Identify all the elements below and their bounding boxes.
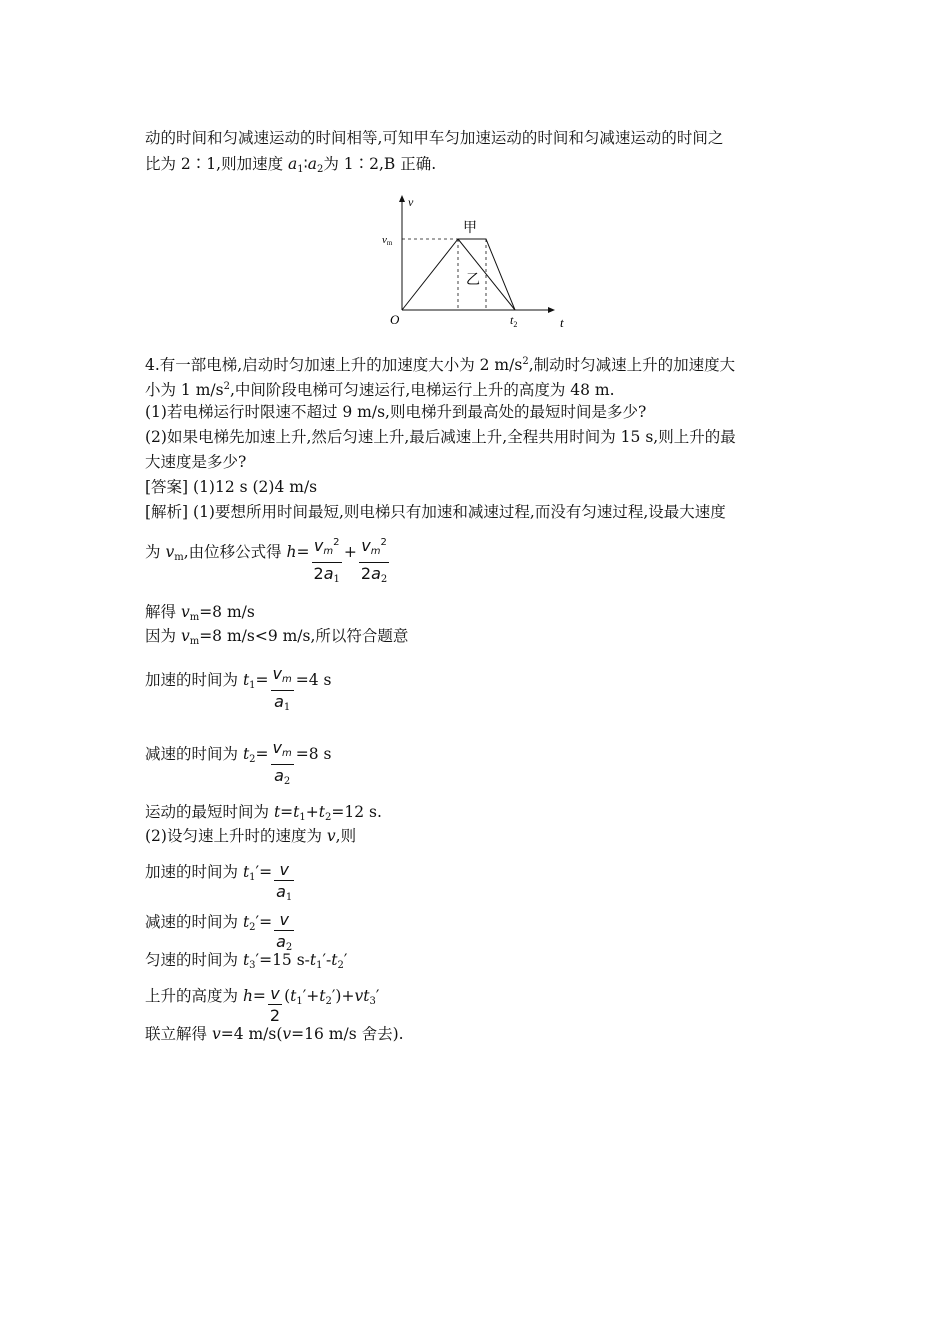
vm-label: vm: [382, 234, 393, 247]
t2-label: $t_2$: [510, 313, 518, 329]
origin-label: O: [390, 312, 400, 327]
part2-line: (2)设匀速上升时的速度为 v,则: [145, 827, 357, 845]
jia-line: [402, 239, 515, 310]
t-axis-label: t: [560, 315, 564, 330]
answer: [答案] (1)12 s (2)4 m/s: [145, 478, 318, 496]
shortest-time-line: 运动的最短时间为 $t=t_1+t_2=12$ s.: [145, 803, 382, 823]
uniform-time-line: 匀速的时间为 $t_3'=15$ $s-t_1'-t_2'$: [145, 951, 348, 971]
acc-time-prime-line: 加速的时间为 $t_1'=$ $\frac{v}{a_1}$: [145, 860, 293, 903]
intro-line-2: 比为 2∶1,则加速度 $a_1∶a_2$为 1∶2,B 正确.: [145, 155, 437, 175]
question-2a: (2)如果电梯先加速上升,然后匀速上升,最后减速上升,全程共用时间为 15 s,则上升的最: [145, 428, 736, 446]
vt-graph: [380, 192, 580, 332]
intro-line-1: 动的时间和匀减速运动的时间相等,可知甲车匀加速运动的时间和匀减速运动的时间之: [145, 129, 724, 147]
displacement-formula: 为 $v_m$,由位移公式得 h= $\frac{v_m^2}{2a_1}$ + $\frac{v_m^2}{2a_2}$: [145, 533, 391, 591]
height-line: 上升的高度为 h= $\frac{v}{2}$ $(t_1'+t_2')+vt_3'$: [145, 984, 380, 1025]
question-2b: 大速度是多少?: [145, 453, 247, 471]
acc-time-line: 加速的时间为 $t_1=$ $\frac{v_m}{a_1}$ =4 s: [145, 664, 332, 713]
question-1: (1)若电梯运行时限速不超过 9 m/s,则电梯升到最高处的最短时间是多少?: [145, 403, 647, 421]
yi-label: 乙: [466, 273, 480, 288]
solve-vm: 解得 $v_m=8$ m/s: [145, 603, 255, 623]
v-axis-label: v: [408, 195, 414, 209]
analysis-line-1: [解析] (1)要想所用时间最短,则电梯只有加速和减速过程,而没有匀速过程,设最大速度: [145, 503, 726, 521]
jia-label: 甲: [463, 221, 477, 236]
final-line: 联立解得 v=4 m/s(v=16 m/s 舍去).: [145, 1025, 404, 1043]
problem-line-1: 4.有一部电梯,启动时匀加速上升的加速度大小为 2 $m/s^2$,制动时匀减速上升的加速度大: [145, 356, 736, 374]
dec-time-line: 减速的时间为 $t_2=$ $\frac{v_m}{a_2}$ =8 s: [145, 738, 332, 787]
problem-line-2: 小为 1 $m/s^2$,中间阶段电梯可匀速运行,电梯运行上升的高度为 48 m.: [145, 381, 615, 399]
dec-time-prime-line: 减速的时间为 $t_2'=$ $\frac{v}{a_2}$: [145, 910, 293, 953]
because-line: 因为 $v_m=8$ m/s<9 m/s,所以符合题意: [145, 627, 409, 647]
